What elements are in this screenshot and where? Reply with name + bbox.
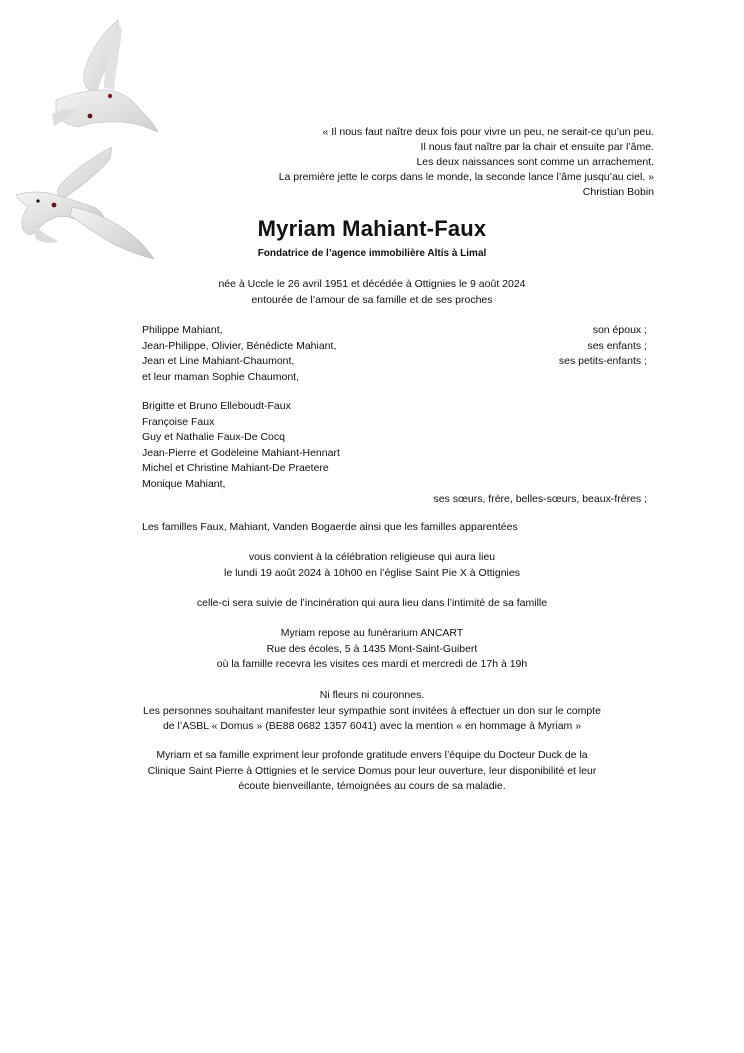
donations-block <box>0 688 744 735</box>
incineration-block <box>0 596 744 612</box>
birth-death-line: née à Uccle le 26 avril 1951 et décédée à Ottignies le 9 août 2024 <box>218 278 526 290</box>
family-names: Philippe Mahiant, <box>142 324 223 336</box>
ceremony-line: vous convient à la célébration religieuse qui aura lieu <box>248 551 496 563</box>
gratitude-line: écoute bienveillante, témoignées au cours de sa maladie. <box>238 780 506 792</box>
dove-bottom-image <box>12 145 157 263</box>
funerarium-line: où la famille recevra les visites ces mardi et mercredi de 17h à 19h <box>216 658 528 670</box>
siblings-relation: ses sœurs, frère, belles-sœurs, beaux-frères ; <box>433 493 647 505</box>
surrounded-line: entourée de l’amour de sa famille et de ses proches <box>251 293 493 306</box>
quote-line: La première jette le corps dans le monde, la seconde lance l’âme jusqu’au ciel. » <box>278 171 654 183</box>
sibling-names: Guy et Nathalie Faux-De Cocq <box>142 431 285 443</box>
family-relation: ses enfants ; <box>587 339 647 352</box>
funerarium-block <box>0 626 744 673</box>
family-relation <box>647 370 652 386</box>
families-line: Les familles Faux, Mahiant, Vanden Bogaerde ainsi que les familles apparentées <box>142 521 518 533</box>
ceremony-line: le lundi 19 août 2024 à 10h00 en l’église Saint Pie X à Ottignies <box>224 566 520 579</box>
quote-author: Christian Bobin <box>582 186 654 198</box>
family-names: Jean-Philippe, Olivier, Bénédicte Mahiant, <box>142 339 337 352</box>
quote-line: Il nous faut naître par la chair et ensuite par l’âme. <box>420 141 654 153</box>
quote-line: « Il nous faut naître deux fois pour vivre un peu, ne serait-ce qu’un peu. <box>322 126 654 138</box>
incineration-line: celle-ci sera suivie de l’incinération qui aura lieu dans l’intimité de sa famille <box>196 597 548 609</box>
dove-top-image <box>48 18 160 138</box>
sibling-names: Michel et Christine Mahiant-De Praetere <box>142 462 329 474</box>
siblings-list <box>142 399 652 508</box>
family-row <box>142 354 652 370</box>
sibling-names: Brigitte et Bruno Elleboudt-Faux <box>142 400 291 412</box>
gratitude-block <box>0 748 744 795</box>
deceased-title: Fondatrice de l’agence immobilière Altis à Limal <box>257 248 487 259</box>
family-relation: ses petits-enfants ; <box>558 355 647 367</box>
funerarium-line: Myriam repose au funérarium ANCART <box>280 627 464 639</box>
gratitude-line: Myriam et sa famille expriment leur profonde gratitude envers l’équipe du Docteur Duck de la <box>156 749 588 761</box>
donations-line: de l’ASBL « Domus » (BE88 0682 1357 6041) avec la mention « en hommage à Myriam » <box>162 720 582 732</box>
funerarium-line: Rue des écoles, 5 à 1435 Mont-Saint-Guibert <box>266 642 478 655</box>
sibling-names: Jean-Pierre et Godeleine Mahiant-Hennart <box>142 446 340 459</box>
epigraph-quote <box>214 125 654 200</box>
birth-death-block <box>0 277 744 308</box>
gratitude-line: Clinique Saint Pierre à Ottignies et le service Domus pour leur ouverture, leur disponibilité et leur <box>147 764 597 777</box>
ceremony-block <box>0 550 744 581</box>
donations-line: Les personnes souhaitant manifester leur sympathie sont invitées à effectuer un don sur le compte <box>143 704 601 717</box>
quote-line: Les deux naissances sont comme un arrachement. <box>416 156 654 168</box>
close-family-list <box>142 323 652 385</box>
family-row <box>142 370 652 386</box>
families-line-block <box>142 520 652 536</box>
family-row <box>142 323 652 339</box>
family-relation: son époux ; <box>592 324 647 336</box>
sibling-names: Françoise Faux <box>142 415 215 428</box>
family-row <box>142 339 652 355</box>
family-names: et leur maman Sophie Chaumont, <box>142 370 300 383</box>
family-names: Jean et Line Mahiant-Chaumont, <box>142 355 295 367</box>
donations-line: Ni fleurs ni couronnes. <box>319 689 425 701</box>
sibling-names: Monique Mahiant, <box>142 477 226 490</box>
deceased-name: Myriam Mahiant-Faux <box>257 216 487 241</box>
